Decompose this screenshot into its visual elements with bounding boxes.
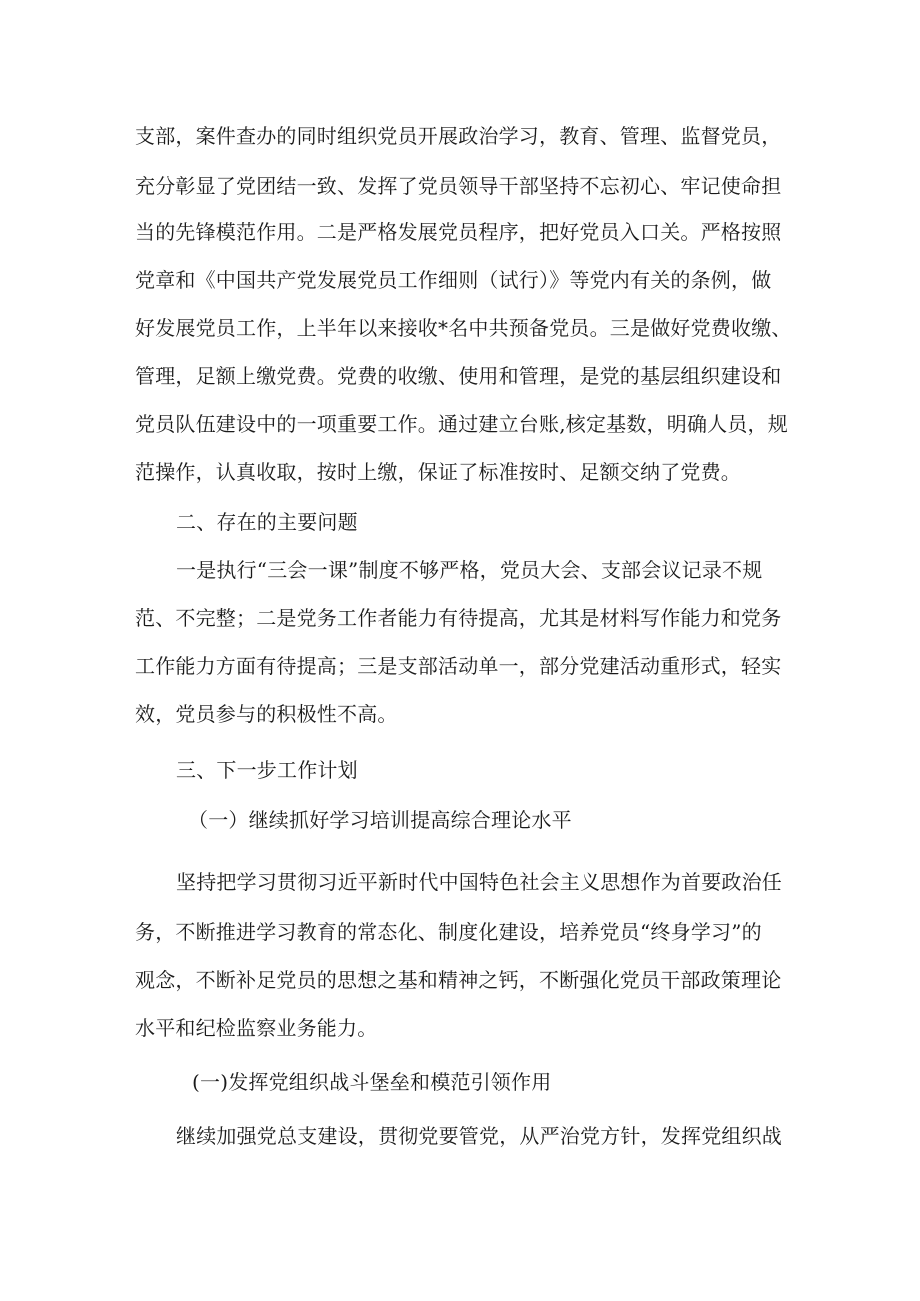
subsection-heading: （一）继续抓好学习培训提高综合理论水平: [188, 808, 572, 832]
paragraph-line: 范、不完整；二是党务工作者能力有待提高，尤其是材料写作能力和党务: [135, 606, 782, 630]
paragraph-line: 好发展党员工作，上半年以来接收*名中共预备党员。三是做好党费收缴、: [135, 316, 792, 340]
paragraph-line: 党章和《中国共产党发展党员工作细则（试行）》等党内有关的条例，做: [135, 268, 772, 292]
paragraph-line: 支部，案件查办的同时组织党员开展政治学习，教育、管理、监督党员，: [135, 124, 782, 148]
paragraph-line: 管理，足额上缴党费。党费的收缴、使用和管理，是党的基层组织建设和: [135, 364, 782, 388]
paragraph-line: 工作能力方面有待提高；三是支部活动单一，部分党建活动重形式，轻实: [135, 654, 782, 678]
paragraph-line: 观念，不断补足党员的思想之基和精神之钙，不断强化党员干部政策理论: [135, 968, 782, 992]
paragraph-line: 充分彰显了党团结一致、发挥了党员领导干部坚持不忘初心、牢记使命担: [135, 174, 782, 198]
subsection-heading: (一)发挥党组织战斗堡垒和模范引领作用: [192, 1070, 552, 1094]
paragraph-line: 继续加强党总支建设，贯彻党要管党，从严治党方针，发挥党组织战: [176, 1124, 782, 1148]
paragraph-line: 范操作，认真收取，按时上缴，保证了标准按时、足额交纳了党费。: [135, 460, 741, 484]
paragraph-line: 一是执行“三会一课”制度不够严格，党员大会、支部会议记录不规: [176, 558, 763, 582]
paragraph-line: 水平和纪检监察业务能力。: [135, 1016, 378, 1040]
paragraph-line: 务，不断推进学习教育的常态化、制度化建设，培养党员“终身学习”的: [135, 920, 762, 944]
paragraph-line: 效，党员参与的积极性不高。: [135, 702, 398, 726]
paragraph-line: 当的先锋模范作用。二是严格发展党员程序，把好党员入口关。严格按照: [135, 220, 782, 244]
section-heading: 三、下一步工作计划: [176, 758, 358, 782]
section-heading: 二、存在的主要问题: [176, 510, 358, 534]
paragraph-line: 坚持把学习贯彻习近平新时代中国特色社会主义思想作为首要政治任: [176, 870, 782, 894]
paragraph-line: 党员队伍建设中的一项重要工作。通过建立台账,核定基数，明确人员，规: [135, 412, 788, 436]
